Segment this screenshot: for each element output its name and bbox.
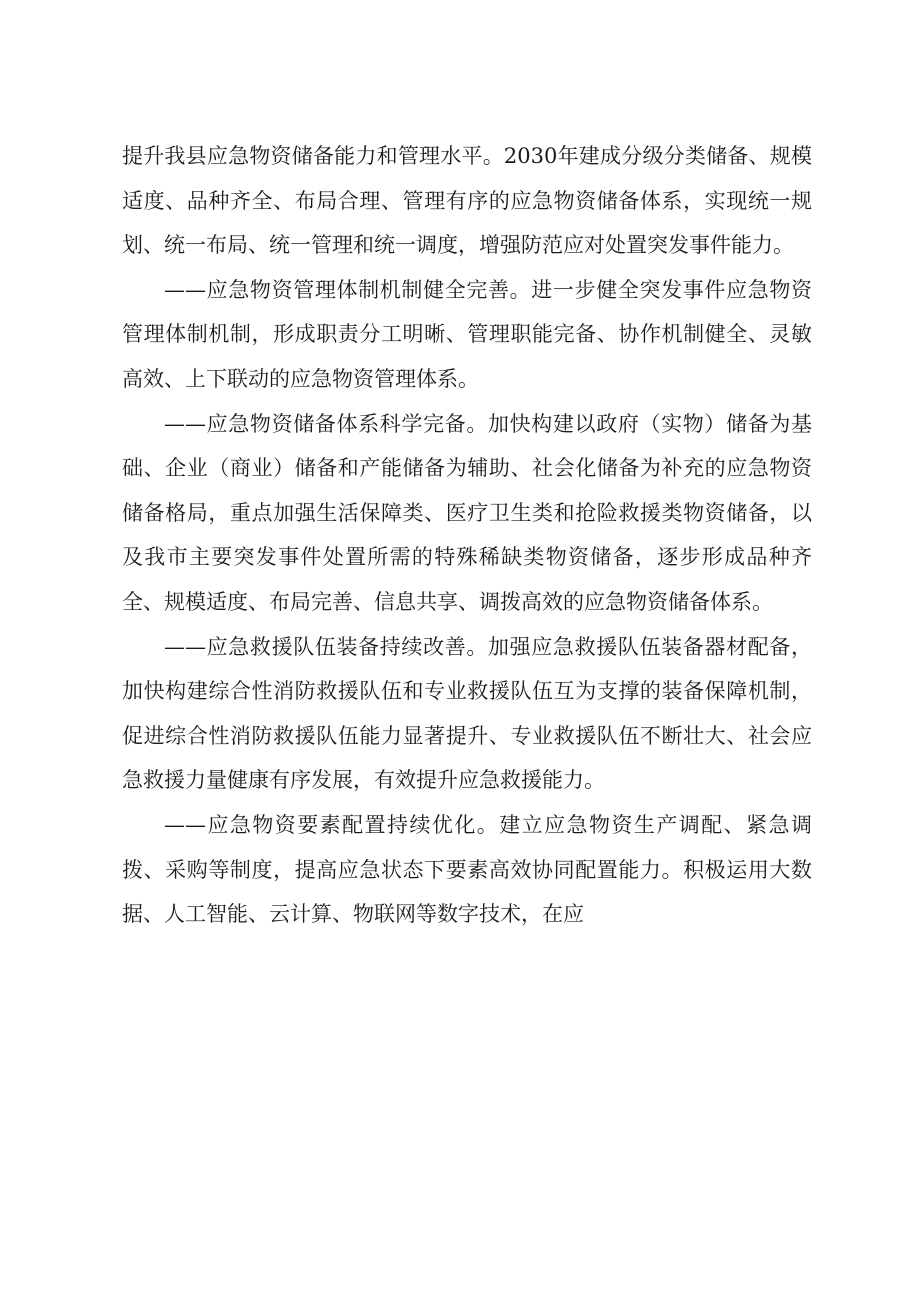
paragraph-rescue-equipment: ——应急救援队伍装备持续改善。加强应急救援队伍装备器材配备，加快构建综合性消防救援队伍和专业救援队伍互为支撑的装备保障机制，促进综合性消防救援队伍能力显著提升、专业救援队伍不断壮大、社会应急救援力量健康有序发展，有效提升应急救援能力。 — [122, 634, 812, 793]
paragraph-management-system: ——应急物资管理体制机制健全完善。进一步健全突发事件应急物资管理体制机制，形成职责分工明晰、管理职能完备、协作机制健全、灵敏高效、上下联动的应急物资管理体系。 — [122, 277, 812, 391]
paragraph-goal-continuation: 提升我县应急物资储备能力和管理水平。2030年建成分级分类储备、规模适度、品种齐全、布局合理、管理有序的应急物资储备体系，实现统一规划、统一布局、统一管理和统一调度，增强防范应对处置突发事件能力。 — [122, 144, 812, 258]
paragraph-reserve-system: ——应急物资储备体系科学完备。加快构建以政府（实物）储备为基础、企业（商业）储备和产能储备为辅助、社会化储备为补充的应急物资储备格局，重点加强生活保障类、医疗卫生类和抢险救援类物资储备，以及我市主要突发事件处置所需的特殊稀缺类物资储备，逐步形成品种齐全、规模适度、布局完善、信息共享、调拨高效的应急物资储备体系。 — [122, 411, 812, 614]
paragraph-resource-allocation: ——应急物资要素配置持续优化。建立应急物资生产调配、紧急调拨、采购等制度，提高应急状态下要素高效协同配置能力。积极运用大数据、人工智能、云计算、物联网等数字技术，在应 — [122, 812, 812, 927]
document-body — [122, 134, 812, 937]
